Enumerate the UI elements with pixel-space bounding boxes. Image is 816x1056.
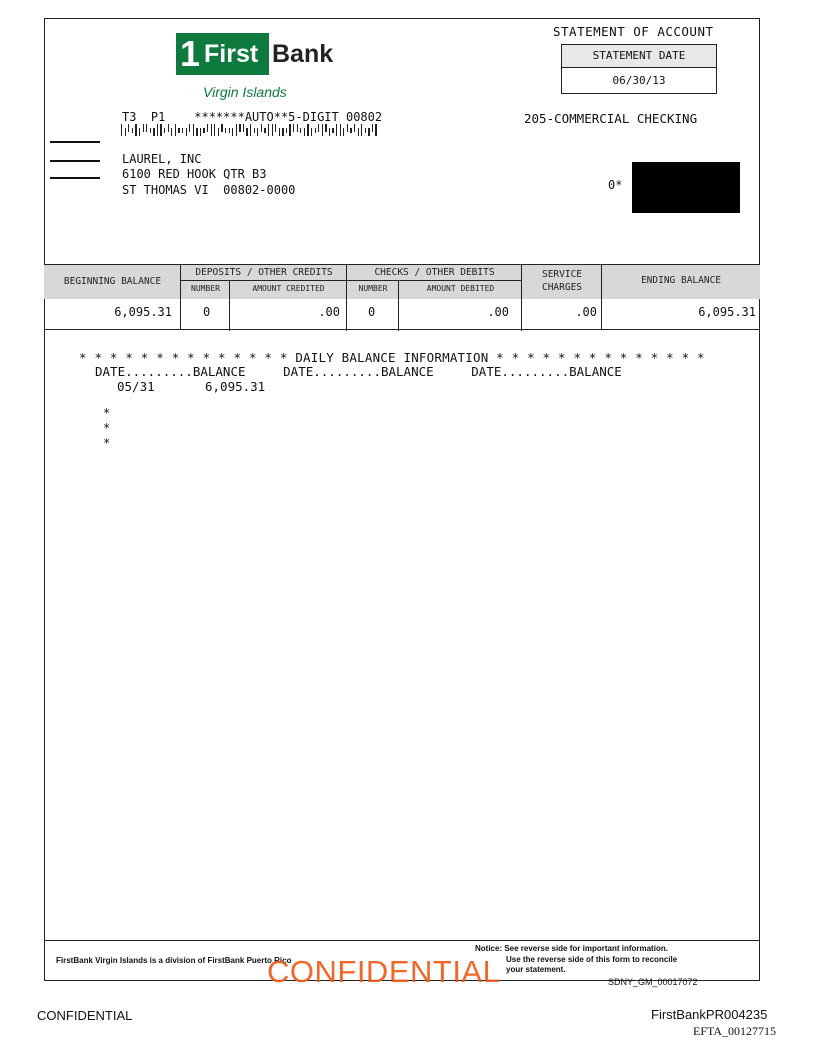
- barcode-bar: [293, 124, 294, 132]
- postal-barcode: [121, 124, 379, 136]
- region-label: Virgin Islands: [203, 84, 287, 100]
- barcode-bar: [336, 124, 337, 136]
- hdr-amount-credited: AMOUNT CREDITED: [252, 284, 325, 293]
- barcode-bar: [225, 128, 226, 133]
- notice-line-1: Notice: See reverse side for important information.: [475, 944, 668, 953]
- barcode-bar: [311, 128, 312, 136]
- customer-address1: 6100 RED HOOK QTR B3: [122, 167, 267, 181]
- daily-row-date: 05/31: [117, 379, 155, 394]
- notice-line-3: your statement.: [506, 965, 566, 974]
- production-id: FirstBankPR004235: [651, 1007, 768, 1022]
- barcode-bar: [178, 128, 179, 133]
- barcode-bar: [246, 128, 247, 136]
- barcode-bar: [347, 124, 348, 132]
- barcode-bar: [186, 128, 187, 136]
- col-ending-balance: [602, 265, 760, 329]
- barcode-bar: [203, 128, 204, 133]
- barcode-bar: [160, 124, 161, 136]
- barcode-bar: [350, 128, 351, 133]
- barcode-bar: [368, 128, 369, 136]
- notice-line-2: Use the reverse side of this form to reconcile: [506, 954, 678, 964]
- customer-address2: ST THOMAS VI 00802-0000: [122, 183, 296, 197]
- barcode-bar: [304, 128, 305, 136]
- statement-date-label: STATEMENT DATE: [562, 45, 716, 68]
- barcode-bar: [143, 124, 144, 132]
- barcode-bar: [307, 124, 308, 136]
- barcode-bar: [175, 124, 176, 136]
- logo-first: First: [204, 40, 259, 68]
- col-checks-number: [347, 280, 399, 331]
- val-service-charges: .00: [575, 305, 597, 319]
- val-beginning-balance: 6,095.31: [114, 305, 172, 319]
- barcode-bar: [329, 128, 330, 136]
- account-number-prefix: 0*: [608, 178, 623, 192]
- barcode-bar: [365, 128, 366, 133]
- barcode-bar: [261, 124, 262, 132]
- footer-rule: [44, 940, 760, 941]
- barcode-bar: [268, 124, 269, 136]
- daily-row-balance: 6,095.31: [205, 379, 266, 394]
- summary-table: [44, 264, 760, 330]
- hdr-checks: CHECKS / OTHER DEBITS: [374, 267, 495, 278]
- daily-balance-heading: * * * * * * * * * * * * * * DAILY BALANCE INFORMATION * * * * * * * * * * * * * *: [79, 350, 705, 365]
- barcode-bar: [272, 124, 273, 136]
- logo-bank: Bank: [272, 40, 334, 68]
- val-amount-credited: .00: [318, 305, 340, 319]
- sort-line: T3 P1 *******AUTO**5-DIGIT 00802: [122, 110, 383, 124]
- logo-one: 1: [180, 33, 201, 74]
- barcode-bar: [121, 124, 122, 136]
- barcode-bar: [318, 124, 319, 132]
- barcode-bar: [207, 124, 208, 132]
- barcode-bar: [139, 128, 140, 136]
- barcode-bar: [282, 128, 283, 136]
- val-deposits-number: 0: [203, 305, 211, 319]
- col-beginning-balance: [44, 265, 181, 329]
- barcode-bar: [232, 128, 233, 136]
- hdr-checks-number: NUMBER: [358, 284, 388, 293]
- confidential-label: CONFIDENTIAL: [37, 1008, 133, 1023]
- barcode-bar: [214, 124, 215, 136]
- barcode-bar: [146, 124, 147, 132]
- val-checks-number: 0: [368, 305, 376, 319]
- barcode-bar: [340, 124, 341, 136]
- barcode-bar: [211, 124, 212, 136]
- barcode-bar: [289, 124, 290, 136]
- statement-date: 06/30/13: [612, 74, 666, 87]
- barcode-bar: [221, 124, 222, 132]
- barcode-bar: [286, 128, 287, 133]
- fold-mark: [50, 177, 100, 179]
- hdr-beginning-balance: BEGINNING BALANCE: [63, 276, 162, 287]
- hdr-deposits: DEPOSITS / OTHER CREDITS: [195, 267, 333, 278]
- barcode-bar: [250, 124, 251, 136]
- barcode-bar: [239, 124, 240, 132]
- barcode-bar: [128, 124, 129, 132]
- hdr-amount-debited: AMOUNT DEBITED: [426, 284, 495, 293]
- customer-name: LAUREL, INC: [122, 152, 202, 166]
- col-amount-credited: [230, 280, 347, 331]
- barcode-bar: [168, 124, 169, 132]
- barcode-bar: [150, 128, 151, 133]
- barcode-bar: [229, 128, 230, 133]
- barcode-bar: [332, 128, 333, 133]
- barcode-bar: [254, 128, 255, 133]
- fold-mark: [50, 160, 100, 162]
- barcode-bar: [375, 124, 376, 136]
- barcode-bar: [196, 128, 197, 136]
- col-deposits-number: [181, 280, 230, 331]
- barcode-bar: [218, 128, 219, 136]
- barcode-bar: [322, 124, 323, 136]
- barcode-bar: [157, 124, 158, 136]
- barcode-bar: [236, 124, 237, 136]
- col-service-charges: [522, 265, 602, 329]
- barcode-bar: [200, 128, 201, 136]
- barcode-bar: [300, 128, 301, 133]
- barcode-bar: [358, 128, 359, 136]
- redaction-box: [632, 162, 740, 213]
- hdr-service: SERVICE: [541, 269, 583, 280]
- barcode-bar: [257, 128, 258, 136]
- barcode-bar: [125, 128, 126, 136]
- bates-number: SDNY_GM_00017072: [608, 977, 698, 987]
- daily-balance-columns: DATE.........BALANCE DATE.........BALANCE DATE.........BALANCE: [95, 364, 622, 379]
- statement-date-box: [561, 44, 717, 94]
- hdr-deposits-number: NUMBER: [191, 284, 220, 293]
- barcode-bar: [275, 124, 276, 132]
- barcode-bar: [343, 128, 344, 136]
- barcode-bar: [354, 124, 355, 132]
- fold-mark: [50, 141, 100, 143]
- val-amount-debited: .00: [487, 305, 509, 319]
- barcode-bar: [325, 124, 326, 132]
- reverse-notice: [475, 944, 677, 976]
- barcode-bar: [264, 128, 265, 133]
- barcode-bar: [372, 124, 373, 132]
- barcode-bar: [171, 128, 172, 136]
- val-ending-balance: 6,095.31: [698, 305, 756, 319]
- hdr-ending-balance: ENDING BALANCE: [640, 275, 722, 286]
- account-type: 205-COMMERCIAL CHECKING: [524, 111, 698, 126]
- barcode-bar: [279, 128, 280, 136]
- statement-title: STATEMENT OF ACCOUNT: [553, 24, 714, 39]
- confidential-stamp: CONFIDENTIAL: [267, 954, 501, 989]
- continuation-marker: *: [103, 436, 111, 450]
- division-note: FirstBank Virgin Islands is a division of FirstBank Puerto Rico: [56, 956, 292, 965]
- barcode-bar: [361, 124, 362, 136]
- efta-number: EFTA_00127715: [693, 1024, 777, 1038]
- barcode-bar: [297, 124, 298, 132]
- barcode-bar: [164, 128, 165, 133]
- continuation-marker: *: [103, 406, 111, 420]
- barcode-bar: [193, 124, 194, 136]
- barcode-bar: [182, 128, 183, 133]
- hdr-charges: CHARGES: [541, 282, 583, 293]
- barcode-bar: [132, 128, 133, 133]
- continuation-marker: *: [103, 421, 111, 435]
- firstbank-logo: [176, 33, 334, 75]
- col-amount-debited: [399, 280, 522, 331]
- barcode-bar: [153, 128, 154, 136]
- barcode-bar: [243, 124, 244, 132]
- barcode-bar: [135, 124, 136, 136]
- barcode-bar: [315, 128, 316, 133]
- barcode-bar: [189, 124, 190, 132]
